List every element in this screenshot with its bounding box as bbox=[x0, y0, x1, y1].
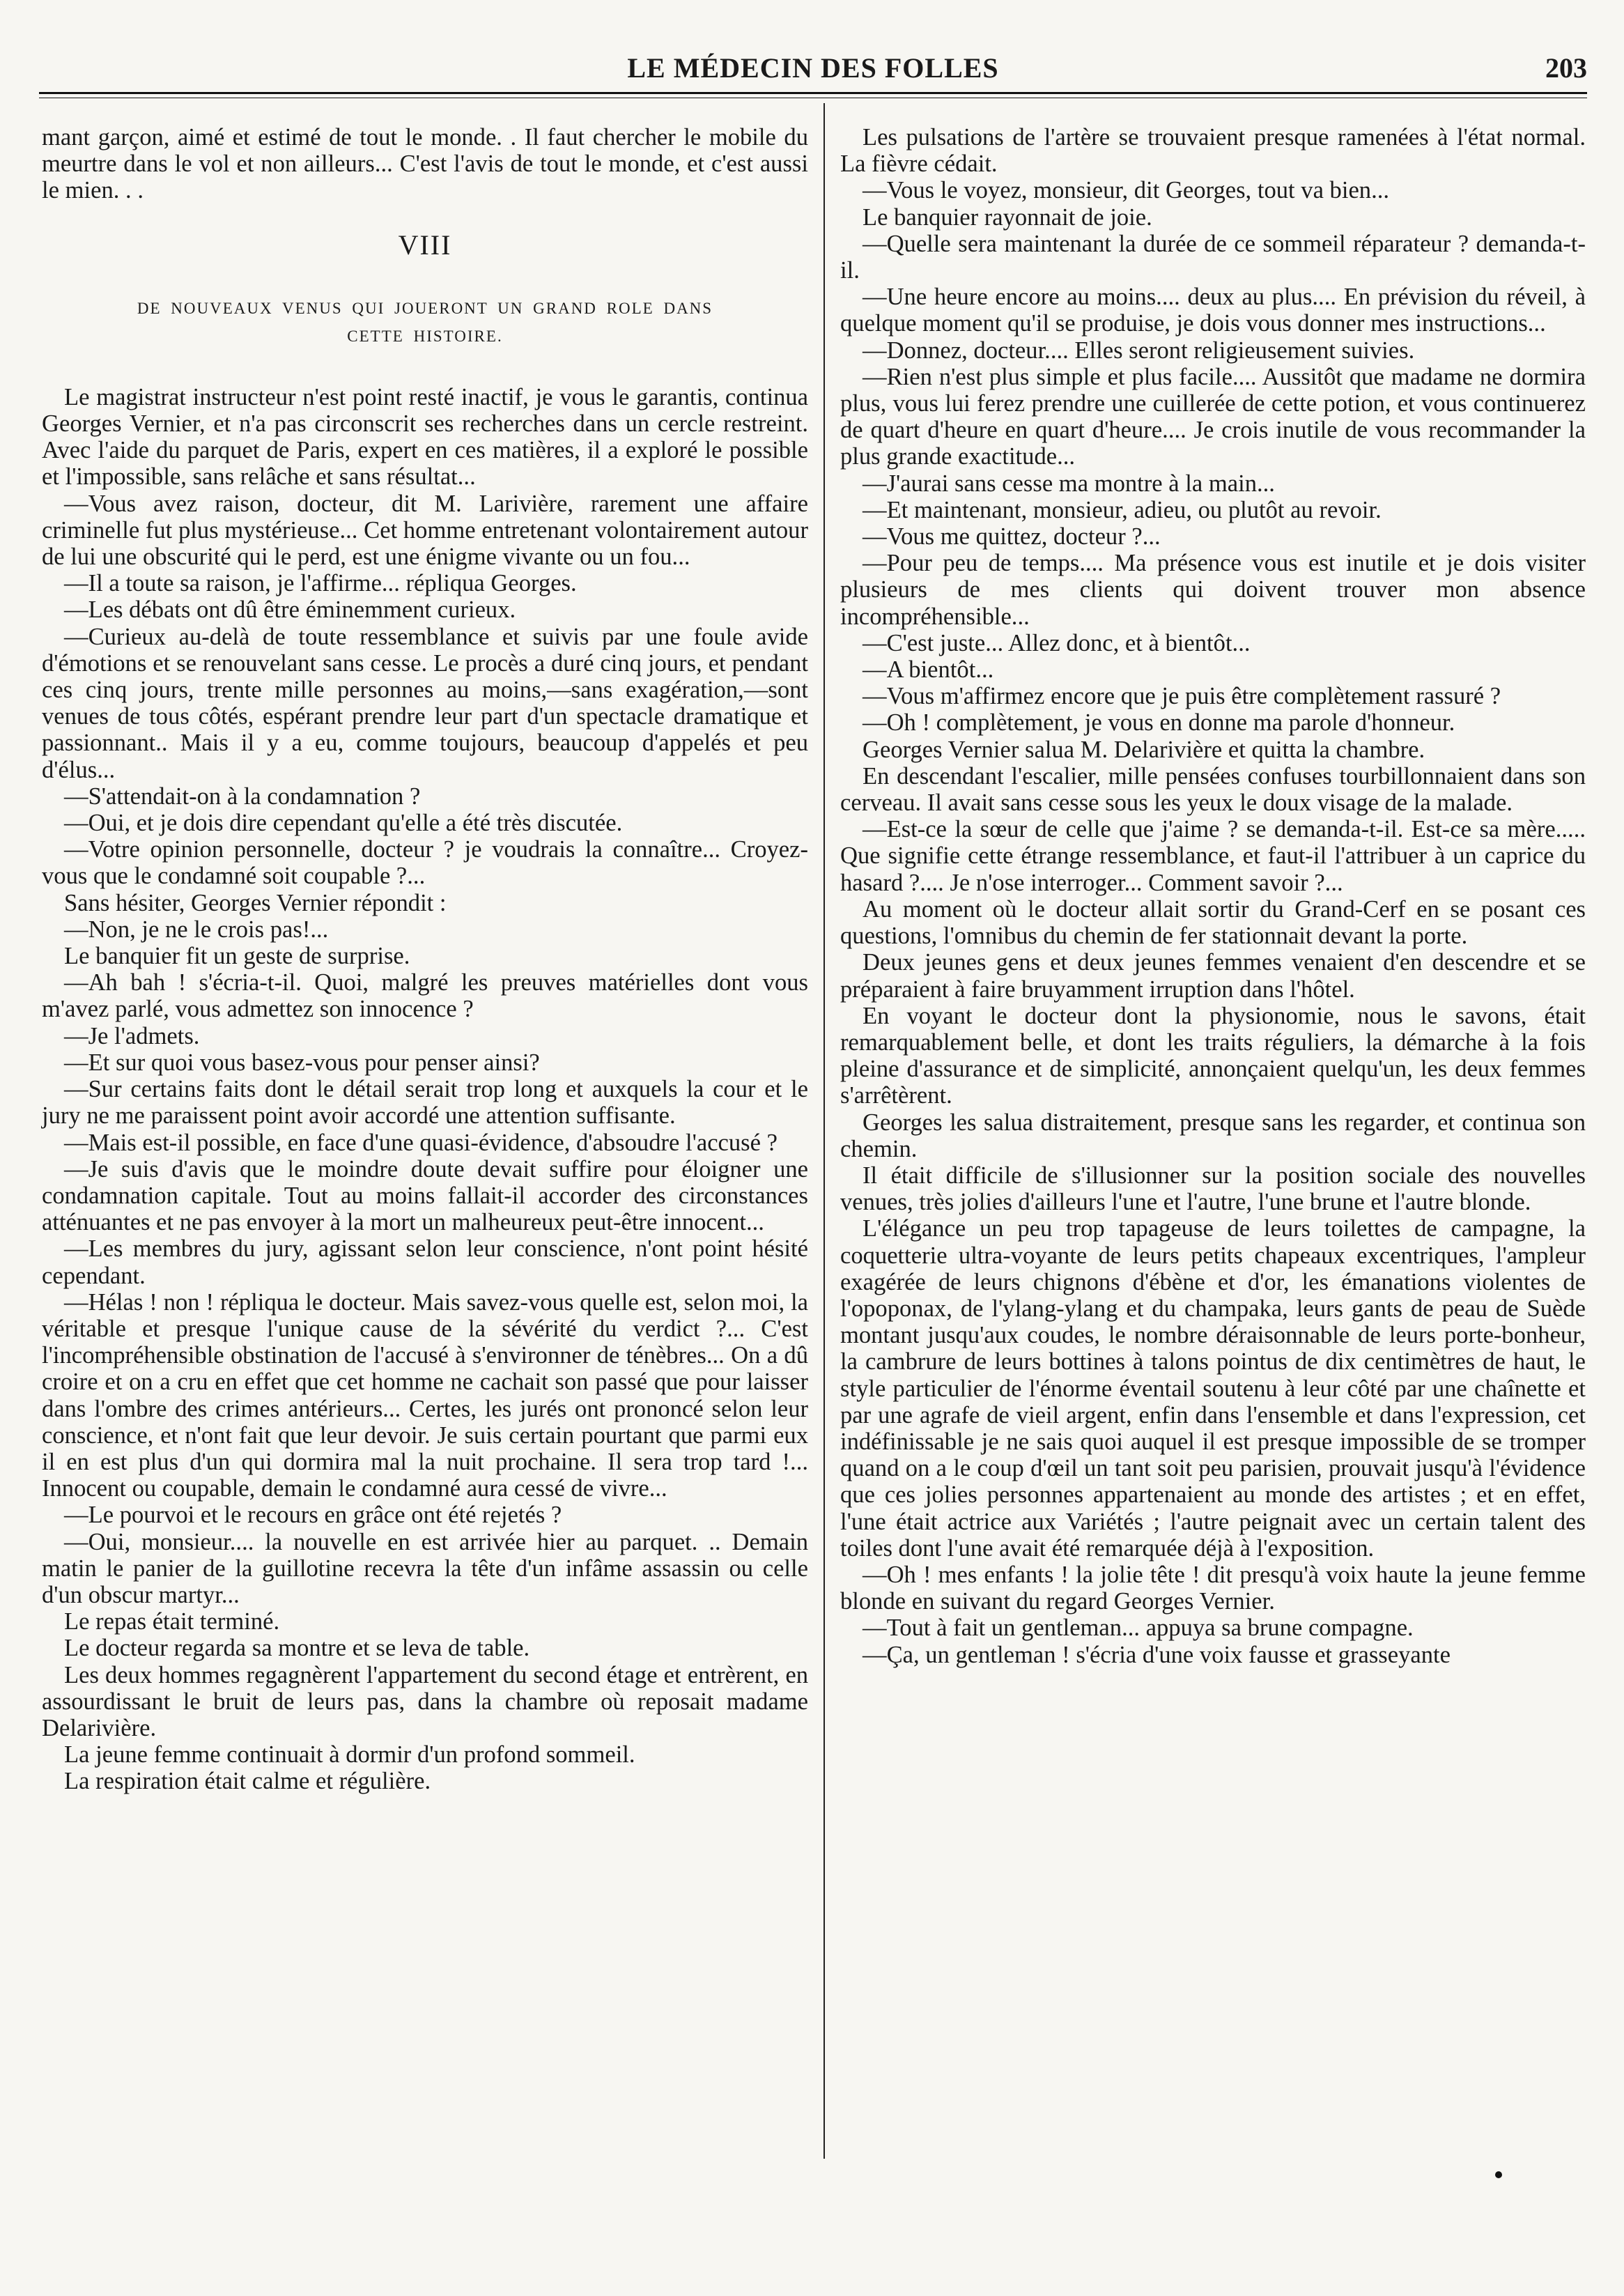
paragraph: —Vous avez raison, docteur, dit M. Larivière, rarement une affaire criminelle fut plus mystérieuse... Cet homme entretenant volontairement autour de lui une obscurité qui le perd, est une énigme vivante ou un fou... bbox=[42, 490, 808, 571]
paragraph: mant garçon, aimé et estimé de tout le monde. . Il faut chercher le mobile du meurtre dans le vol et non ailleurs... C'est l'avis de tout le monde, et c'est aussi le mien. . . bbox=[42, 124, 808, 204]
paragraph: La respiration était calme et régulière. bbox=[64, 1768, 431, 1795]
paragraph: En voyant le docteur dont la physionomie, nous le savons, était remarquablement belle, et dont les traits réguliers, la démarche à la fois pleine d'assurance et de simplicité, annonçaient quelqu'un, les deux femmes s'arrêtèrent. bbox=[840, 1002, 1586, 1109]
paragraph: —Je l'admets. bbox=[64, 1022, 200, 1049]
chapter-title bbox=[42, 295, 808, 350]
paragraph: Le docteur regarda sa montre et se leva de table. bbox=[64, 1635, 530, 1662]
left-body bbox=[42, 384, 808, 1795]
paragraph: —Est-ce la sœur de celle que j'aime ? se demanda-t-il. Est-ce sa mère..... Que signifie cette étrange ressemblance, et faut-il l'attribuer à un caprice du hasard ?.... Je n'ose interroger... Comment savoir ?... bbox=[840, 816, 1586, 896]
paragraph: Il était difficile de s'illusionner sur la position sociale des nouvelles venues, très jolies d'ailleurs l'une et l'autre, l'une brune et l'autre blonde. bbox=[840, 1162, 1586, 1216]
paragraph: —Vous le voyez, monsieur, dit Georges, tout va bien... bbox=[863, 177, 1390, 204]
page-number: 203 bbox=[1545, 52, 1587, 84]
paragraph: Le repas était terminé. bbox=[64, 1608, 280, 1635]
paragraph: Georges les salua distraitement, presque sans les regarder, et continua son chemin. bbox=[840, 1109, 1586, 1162]
paragraph: Au moment où le docteur allait sortir du Grand-Cerf en se posant ces questions, l'omnibus du chemin de fer stationnait devant la porte. bbox=[840, 895, 1586, 950]
running-title: LE MÉDECIN DES FOLLES bbox=[627, 52, 999, 84]
paragraph: —Non, je ne le crois pas!... bbox=[64, 916, 329, 943]
paragraph: —Et maintenant, monsieur, adieu, ou plutôt au revoir. bbox=[863, 496, 1382, 523]
paragraph: En descendant l'escalier, mille pensées confuses tourbillonnaient dans son cerveau. Il avait sans cesse sous les yeux le doux visage de la malade. bbox=[840, 762, 1586, 817]
paragraph: Sans hésiter, Georges Vernier répondit : bbox=[64, 889, 447, 916]
right-body bbox=[840, 124, 1586, 1668]
left-column bbox=[42, 124, 808, 1795]
paragraph: Les pulsations de l'artère se trouvaient presque ramenées à l'état normal. La fièvre cédait. bbox=[840, 124, 1586, 178]
paragraph: —A bientôt... bbox=[863, 656, 994, 684]
paragraph: —S'attendait-on à la condamnation ? bbox=[64, 783, 421, 810]
paragraph: —J'aurai sans cesse ma montre à la main... bbox=[863, 470, 1275, 497]
paragraph: —Les membres du jury, agissant selon leur conscience, n'ont point hésité cependant. bbox=[42, 1235, 808, 1289]
paragraph: —Oh ! complètement, je vous en donne ma parole d'honneur. bbox=[863, 709, 1455, 737]
paragraph: —Oui, et je dois dire cependant qu'elle a été très discutée. bbox=[64, 810, 623, 837]
right-column bbox=[840, 124, 1586, 1668]
paragraph: —Curieux au-delà de toute ressemblance et suivis par une foule avide d'émotions et se renouvelant sans cesse. Le procès a duré cinq jours, et pendant ces cinq jours, trente mille personnes au moins,—sans exagération,—sont venues de tous côtés, espérant prendre leur part d'un spectacle dramatique et passionnant.. Mais il y a eu, comme toujours, beaucoup d'appelés et peu d'élus... bbox=[42, 623, 808, 783]
paragraph: —Il a toute sa raison, je l'affirme... répliqua Georges. bbox=[64, 570, 577, 597]
paragraph: Deux jeunes gens et deux jeunes femmes venaient d'en descendre et se préparaient à faire bruyamment irruption dans l'hôtel. bbox=[840, 949, 1586, 1003]
paragraph: —Quelle sera maintenant la durée de ce sommeil réparateur ? demanda-t-il. bbox=[840, 230, 1586, 284]
paragraph: —Ah bah ! s'écria-t-il. Quoi, malgré les preuves matérielles dont vous m'avez parlé, vous admettez son innocence ? bbox=[42, 969, 808, 1023]
paragraph: —Mais est-il possible, en face d'une quasi-évidence, d'absoudre l'accusé ? bbox=[64, 1129, 778, 1156]
paragraph: —Sur certains faits dont le détail serait trop long et auxquels la cour et le jury ne me paraissent point avoir accordé une attention suffisante. bbox=[42, 1076, 808, 1130]
paragraph: L'élégance un peu trop tapageuse de leurs toilettes de campagne, la coquetterie ultra-voyante de leurs petits chapeaux excentriques, l'ampleur exagérée de leurs chignons d'ébène et d'or, les émanations violentes de l'opoponax, de l'ylang-ylang et du champaka, leurs gants de peau de Suède montant jusqu'aux coudes, le nombre déraisonnable de leurs porte-bonheur, la cambrure de leurs bottines à talons pointus de dix centimètres de haut, le style particulier de l'énorme éventail soutenu à leur côté par une chaînette et par une agrafe de vieil argent, enfin dans l'ensemble et dans l'expression, cet indéfinissable je ne sais quoi auquel il est presque impossible de se tromper quand on a le coup d'œil un tant soit peu parisien, prouvait jusqu'à l'évidence que ces jolies personnes appartenaient au monde des artistes ; et en effet, l'une était actrice aux Variétés ; l'autre peignait avec un certain talent des toiles dont l'une avait été remarquée déjà à l'exposition. bbox=[840, 1215, 1586, 1562]
page-header bbox=[39, 52, 1587, 92]
paragraph: —Je suis d'avis que le moindre doute devait suffire pour éloigner une condamnation capitale. Tout au moins fallait-il accorder des circonstances atténuantes et ne pas envoyer à la mort un malheureux peut-être innocent... bbox=[42, 1155, 808, 1236]
paragraph: —Pour peu de temps.... Ma présence vous est inutile et je dois visiter plusieurs de mes clients qui doivent trouver mon absence incompréhensible... bbox=[840, 550, 1586, 630]
paragraph: —Oh ! mes enfants ! la jolie tête ! dit presqu'à voix haute la jeune femme blonde en suivant du regard Georges Vernier. bbox=[840, 1561, 1586, 1615]
paragraph: —Ça, un gentleman ! s'écria d'une voix fausse et grasseyante bbox=[863, 1641, 1451, 1668]
paragraph: —Le pourvoi et le recours en grâce ont été rejetés ? bbox=[64, 1502, 562, 1529]
paragraph: —C'est juste... Allez donc, et à bientôt... bbox=[863, 629, 1251, 656]
paragraph: —Vous me quittez, docteur ?... bbox=[863, 523, 1161, 550]
paragraph: Les deux hommes regagnèrent l'appartement du second étage et entrèrent, en assourdissant le bruit de leurs pas, dans la chambre où reposait madame Delarivière. bbox=[42, 1661, 808, 1741]
page-mark bbox=[1495, 2171, 1502, 2178]
header-rule bbox=[39, 92, 1587, 94]
paragraph: Le banquier fit un geste de surprise. bbox=[64, 943, 410, 970]
chapter-number: VIII bbox=[398, 229, 452, 261]
paragraph: —Donnez, docteur.... Elles seront religieusement suivies. bbox=[863, 337, 1415, 364]
paragraph: —Vous m'affirmez encore que je puis être complètement rassuré ? bbox=[863, 683, 1501, 710]
paragraph: —Hélas ! non ! répliqua le docteur. Mais savez-vous quelle est, selon moi, la véritable et presque l'unique cause de la sévérité du verdict ?... C'est l'incompréhensible obstination de l'accusé à s'environner de ténèbres... On a dû croire et on a cru en effet que cet homme ne cachait son passé que pour laisser dans l'ombre des crimes antérieurs... Certes, les jurés ont prononcé selon leur conscience, et n'ont fait que leur devoir. Je suis certain pourtant que parmi eux il en est plus d'un qui dormira mal la nuit prochaine. Il sera trop tard !... Innocent ou coupable, demain le condamné aura cessé de vivre... bbox=[42, 1288, 808, 1502]
paragraph: —Votre opinion personnelle, docteur ? je voudrais la connaître... Croyez-vous que le condamné soit coupable ?... bbox=[42, 836, 808, 890]
paragraph: Georges Vernier salua M. Delarivière et quitta la chambre. bbox=[863, 736, 1425, 763]
chapter-title-line: CETTE HISTOIRE. bbox=[347, 327, 503, 345]
paragraph: —Rien n'est plus simple et plus facile.... Aussitôt que madame ne dormira plus, vous lui ferez prendre une cuillerée de cette potion, et vous continuerez de quart d'heure en quart d'heure.... Je crois inutile de vous recommander la plus grande exactitude... bbox=[840, 363, 1586, 470]
paragraph: —Une heure encore au moins.... deux au plus.... En prévision du réveil, à quelque moment qu'il se produise, je dois vous donner mes instructions... bbox=[840, 284, 1586, 337]
paragraph: —Les débats ont dû être éminemment curieux. bbox=[64, 596, 516, 624]
paragraph: Le banquier rayonnait de joie. bbox=[863, 203, 1152, 231]
paragraph: La jeune femme continuait à dormir d'un profond sommeil. bbox=[64, 1741, 635, 1769]
paragraph: —Oui, monsieur.... la nouvelle en est arrivée hier au parquet. .. Demain matin le panier de la guillotine recevra la tête d'un infâme assassin ou celle d'un obscur martyr... bbox=[42, 1528, 808, 1608]
chapter-title-line: DE NOUVEAUX VENUS QUI JOUERONT UN GRAND ROLE DANS bbox=[137, 299, 713, 317]
paragraph: —Tout à fait un gentleman... appuya sa brune compagne. bbox=[863, 1615, 1414, 1642]
paragraph: —Et sur quoi vous basez-vous pour penser ainsi? bbox=[64, 1049, 540, 1076]
paragraph: Le magistrat instructeur n'est point resté inactif, je vous le garantis, continua Georges Vernier, et n'a pas circonscrit ses recherches dans un cercle restreint. Avec l'aide du parquet de Paris, expert en ces matières, il a exploré le possible et l'impossible, sans relâche et sans résultat... bbox=[42, 383, 808, 491]
column-divider bbox=[823, 103, 825, 2159]
